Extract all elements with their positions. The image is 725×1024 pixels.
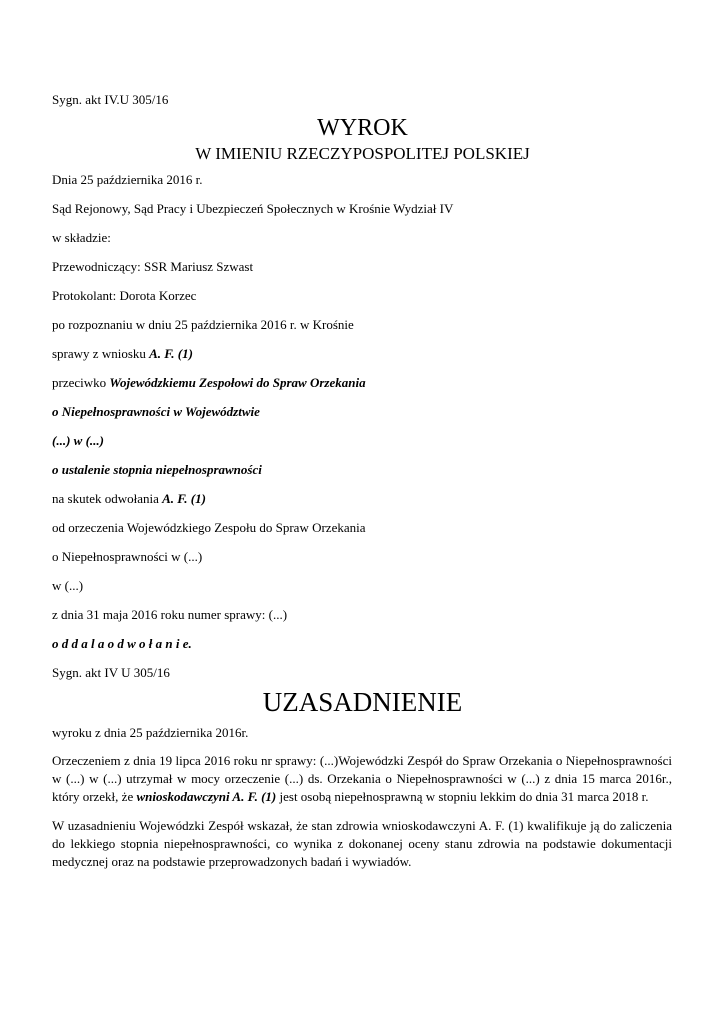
appeal-line — [52, 491, 206, 507]
paragraph-1-text-a: Orzeczeniem z dnia 19 lipca 2016 roku nr sprawy: (...)Wojewódzki Zespół do Spraw Orzekania o Niepełnosprawności w (...) w (...) utrzymał w mocy orzeczenie (...) ds. Orzekania o Niepełnosprawności w (...) z dnia 15 marca 2016r., który orzekł, że — [52, 753, 672, 804]
hearing-info: po rozpoznaniu w dniu 25 października 2016 r. w Krośnie — [52, 317, 354, 332]
appeal-prefix: na skutek odwołania — [52, 491, 163, 506]
case-reference: Sygn. akt IV.U 305/16 — [52, 92, 169, 107]
ruling: o d d a l a o d w o ł a n i e. — [52, 636, 192, 651]
respondent-line-2: o Niepełnosprawności w Województwie — [52, 404, 260, 419]
case-applicant-line — [52, 346, 193, 362]
respondent-name: Wojewódzkiemu Zespołowi do Spraw Orzekania — [109, 375, 366, 390]
case-subject: o ustalenie stopnia niepełnosprawności — [52, 462, 262, 477]
appeal-party: A. F. (1) — [162, 491, 206, 506]
justification-paragraph-2: W uzasadnieniu Wojewódzki Zespół wskazał, że stan zdrowia wnioskodawczyni A. F. (1) kwalifikuje ją do zaliczenia do lekkiego stopnia niepełnosprawności, co wynika z dokonanej oceny stanu zdrowia na podstawie dokumentacji medycznej oraz na podstawie przeprowadzonych badań i wywiadów. — [52, 818, 672, 869]
presiding-judge: Przewodniczący: SSR Mariusz Szwast — [52, 259, 254, 274]
paragraph-1-applicant: wnioskodawczyni A. F. (1) — [136, 789, 277, 804]
document-title: WYROK — [317, 115, 408, 141]
decision-origin-3: w (...) — [52, 578, 84, 593]
decision-origin-2: o Niepełnosprawności w (...) — [52, 549, 203, 564]
court-name: Sąd Rejonowy, Sąd Pracy i Ubezpieczeń Społecznych w Krośnie Wydział IV — [52, 201, 454, 216]
against-prefix: przeciwko — [52, 375, 110, 390]
applicant-name: A. F. (1) — [149, 346, 193, 361]
court-clerk: Protokolant: Dorota Korzec — [52, 288, 197, 303]
justification-case-reference: Sygn. akt IV U 305/16 — [52, 665, 170, 680]
verdict-date: Dnia 25 października 2016 r. — [52, 172, 203, 187]
justification-paragraph-1 — [52, 752, 672, 806]
case-prefix: sprawy z wniosku — [52, 346, 150, 361]
justification-title: UZASADNIENIE — [262, 687, 463, 717]
paragraph-1-text-c: jest osobą niepełnosprawną w stopniu lekkim do dnia 31 marca 2018 r. — [276, 789, 649, 804]
decision-origin: od orzeczenia Wojewódzkiego Zespołu do Spraw Orzekania — [52, 520, 366, 535]
respondent-line — [52, 375, 366, 391]
composition-label: w składzie: — [52, 230, 111, 245]
respondent-line-3: (...) w (...) — [52, 433, 104, 448]
decision-date: z dnia 31 maja 2016 roku numer sprawy: (...) — [52, 607, 288, 622]
justification-intro: wyroku z dnia 25 października 2016r. — [52, 725, 249, 740]
document-subtitle: W IMIENIU RZECZYPOSPOLITEJ POLSKIEJ — [195, 144, 530, 163]
